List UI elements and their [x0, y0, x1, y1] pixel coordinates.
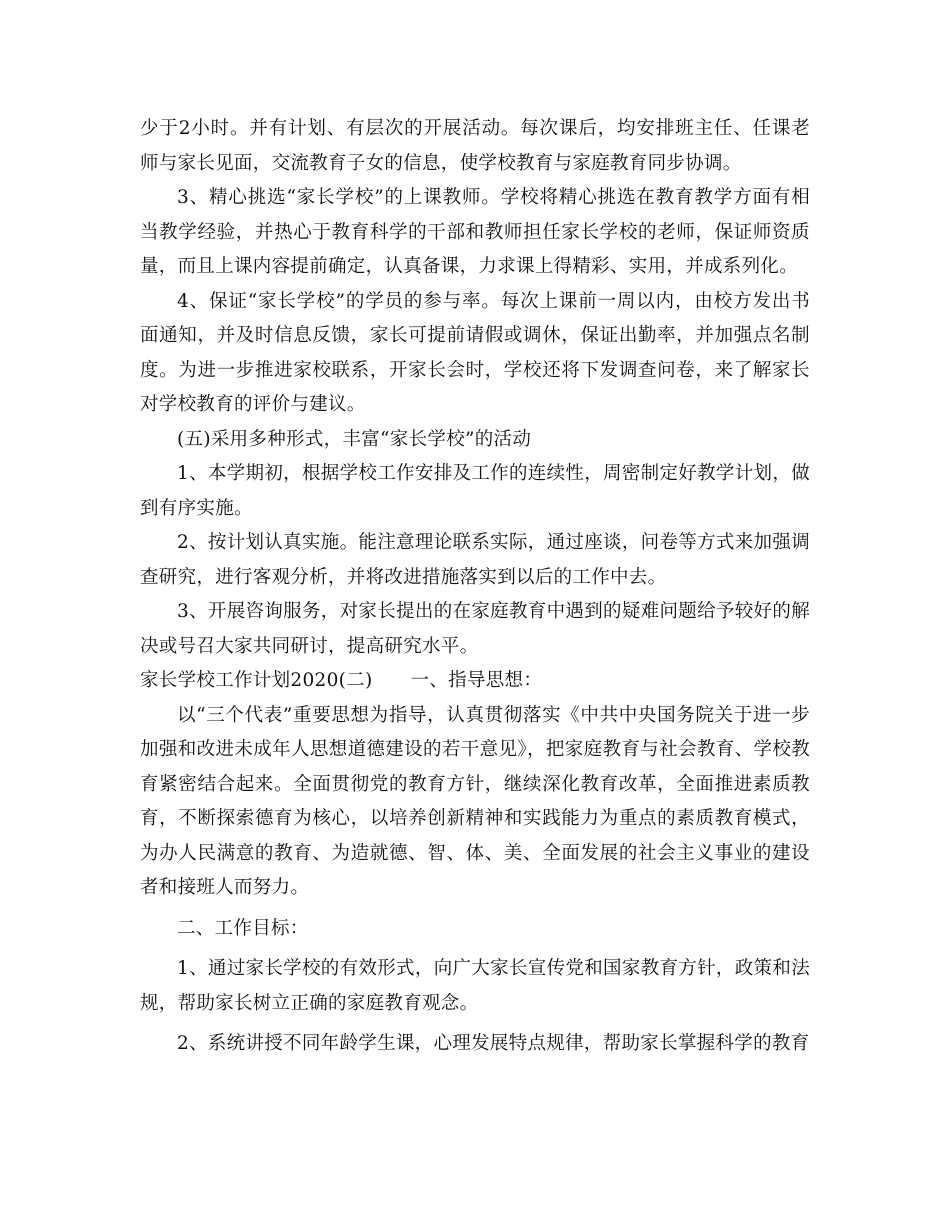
paragraph-goal-1: 1、通过家长学校的有效形式，向广大家长宣传党和国家教育方针，政策和法规，帮助家长树立正确的家庭教育观念。 [140, 958, 810, 1014]
paragraph-item-3b: 3、开展咨询服务，对家长提出的在家庭教育中遇到的疑难问题给予较好的解决或号召大家共同研讨，提高研究水平。 [140, 601, 810, 657]
section-title: 家长学校工作计划2020(二) [140, 670, 373, 691]
document-body [140, 112, 810, 1062]
heading-work-goals: 二、工作目标： [177, 917, 309, 939]
subsection-heading-5: (五)采用多种形式，丰富“家长学校”的活动 [177, 428, 532, 450]
paragraph-item-4: 4、保证“家长学校”的学员的参与率。每次上课前一周以内，由校方发出书面通知，并及时信息反馈，家长可提前请假或调休，保证出勤率，并加强点名制度。为进一步推进家校联系，开家长会时，学校还将下发调查问卷，来了解家长对学校教育的评价与建议。 [140, 290, 810, 415]
paragraph-goal-2: 2、系统讲授不同年龄学生课，心理发展特点规律，帮助家长掌握科学的教育 [177, 1033, 810, 1054]
paragraph-item-2: 2、按计划认真实施。能注意理论联系实际，通过座谈，问卷等方式来加强调查研究，进行客观分析，并将改进措施落实到以后的工作中去。 [140, 532, 810, 588]
paragraph-guiding-ideology: 以“三个代表”重要思想为指导，认真贯彻落实《中共中央国务院关于进一步加强和改进未成年人思想道德建设的若干意见》，把家庭教育与社会教育、学校教育紧密结合起来。全面贯彻党的教育方针，继续深化教育改革，全面推进素质教育，不断探索德育为核心，以培养创新精神和实践能力为重点的素质教育模式，为办人民满意的教育、为造就德、智、体、美、全面发展的社会主义事业的建设者和接班人而努力。 [140, 704, 810, 898]
section-title-line [140, 664, 810, 699]
section-first-heading: 一、指导思想： [410, 670, 543, 691]
paragraph-item-3: 3、精心挑选“家长学校”的上课教师。学校将精心挑选在教育教学方面有相当教学经验，并热心于教育科学的干部和教师担任家长学校的老师，保证师资质量，而且上课内容提前确定，认真备课，力求课上得精彩、实用，并成系列化。 [140, 187, 810, 277]
paragraph-continuation: 少于2小时。并有计划、有层次的开展活动。每次课后，均安排班主任、任课老师与家长见面，交流教育子女的信息，使学校教育与家庭教育同步协调。 [140, 118, 810, 174]
paragraph-item-1: 1、本学期初，根据学校工作安排及工作的连续性，周密制定好教学计划，做到有序实施。 [140, 463, 810, 519]
